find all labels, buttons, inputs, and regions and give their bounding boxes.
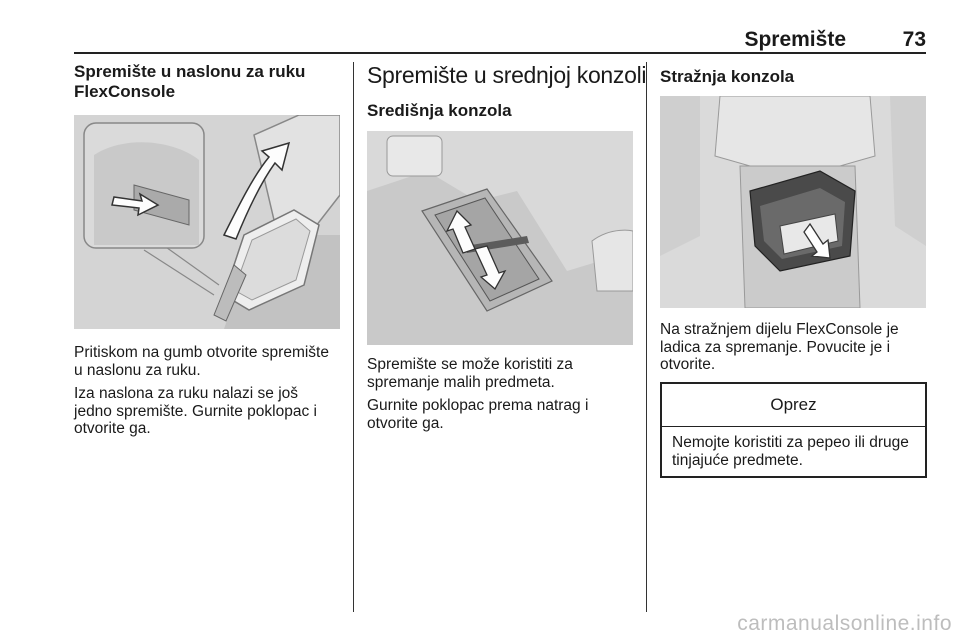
rear-console-text <box>660 321 926 380</box>
page-number: 73 <box>902 28 926 51</box>
center-console-subheading: Središnja konzola <box>367 101 512 120</box>
center-console-text <box>367 356 633 438</box>
rear-console-heading: Stražnja konzola <box>660 67 795 86</box>
center-console-paragraph-1: Spremište se može koristiti za spremanje malih predmeta. <box>367 356 573 391</box>
column-divider <box>646 62 647 612</box>
caution-text: Nemojte koristiti za pepeo ili druge tinjajuće predmete. <box>672 434 909 469</box>
caution-box <box>660 382 927 478</box>
column-rear-console <box>660 62 926 87</box>
armrest-paragraph-2: Iza naslona za ruku nalazi se još jedno spremište. Gurnite poklopac i otvorite ga. <box>74 385 317 437</box>
armrest-illustration <box>74 115 340 329</box>
section-title: Spremište <box>744 28 846 51</box>
center-console-illustration <box>367 131 633 345</box>
watermark: carmanualsonline.info <box>737 612 952 635</box>
armrest-text <box>74 344 340 444</box>
column-armrest <box>74 62 340 102</box>
center-console-paragraph-2: Gurnite poklopac prema natrag i otvorite ga. <box>367 397 589 432</box>
rear-console-paragraph-1: Na stražnjem dijelu FlexConsole je ladica za spremanje. Povucite je i otvorite. <box>660 321 899 373</box>
center-console-heading: Spremište u srednjoj konzoli <box>367 62 647 88</box>
column-divider <box>353 62 354 612</box>
rear-console-illustration <box>660 96 926 308</box>
header-rule <box>74 52 926 54</box>
armrest-paragraph-1: Pritiskom na gumb otvorite spremište u naslonu za ruku. <box>74 344 329 379</box>
caution-title: Oprez <box>662 384 925 427</box>
column-center-console <box>367 62 647 121</box>
armrest-heading: Spremište u naslonu za ruku FlexConsole <box>74 62 306 101</box>
